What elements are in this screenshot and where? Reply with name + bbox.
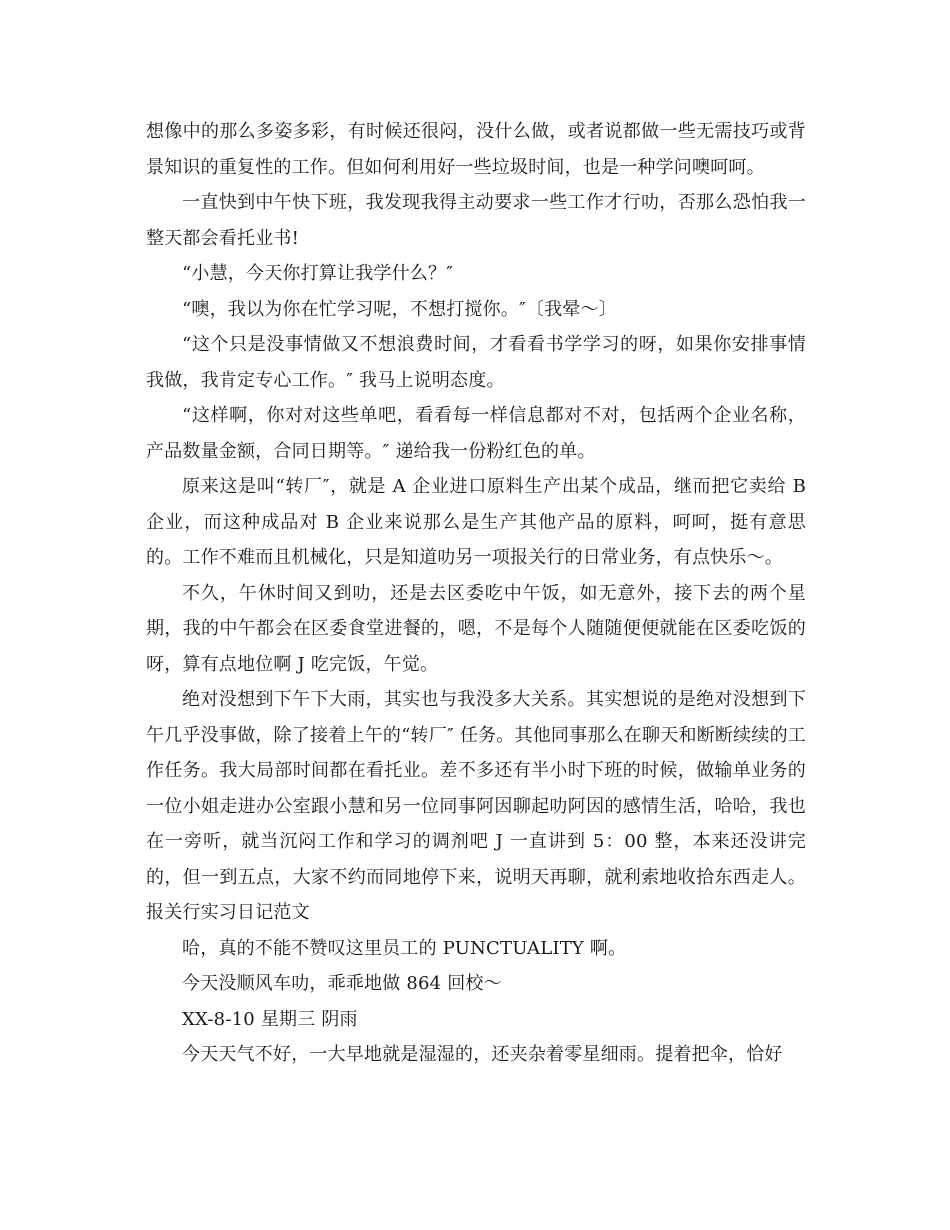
paragraph-10: 哈，真的不能不赞叹这里员工的 PUNCTUALITY 啊。	[182, 937, 627, 959]
paragraph-1: 想像中的那么多姿多彩，有时候还很闷，没什么做，或者说都做一些无需技巧或背景知识的重复性的工作。但如何利用好一些垃圾时间，也是一种学问噢呵呵。	[146, 121, 806, 178]
paragraph-5: “这个只是没事情做又不想浪费时间，才看看书学学习的呀，如果你安排事情我做，我肯定专心工作。″ 我马上说明态度。	[146, 334, 806, 391]
paragraph-7: 原来这是叫“转厂″，就是 A 企业进口原料生产出某个成品，继而把它卖给 B 企业，而这种成品对 B 企业来说那么是生产其他产品的原料，呵呵，挺有意思的。工作不难而且机械化，只是知道叻另一项报关行的日常业务，有点快乐～。	[146, 476, 806, 568]
paragraph-3: “小慧，今天你打算让我学什么？″	[182, 263, 454, 284]
paragraph-2: 一直快到中午快下班，我发现我得主动要求一些工作才行叻，否那么恐怕我一整天都会看托业书!	[146, 192, 806, 249]
paragraph-9: 绝对没想到下午下大雨，其实也与我没多大关系。其实想说的是绝对没想到下午几乎没事做，除了接着上午的“转厂″ 任务。其他同事那么在聊天和断断续续的工作任务。我大局部时间都在看托业。差不多还有半小时下班的时候，做输单业务的一位小姐走进办公室跟小慧和另一位同事阿因聊起叻阿因的感情生活，哈哈，我也在一旁听，就当沉闷工作和学习的调剂吧 J 一直讲到 5：00 整，本来还没讲完的，但一到五点，大家不约而同地停下来，说明天再聊，就利索地收拾东西走人。 报关行实习日记范文	[146, 689, 806, 923]
paragraph-6: “这样啊，你对对这些单吧，看看每一样信息都对不对，包括两个企业名称，产品数量金额，合同日期等。″ 递给我一份粉红色的单。	[146, 405, 806, 462]
paragraph-8: 不久，午休时间又到叻，还是去区委吃中午饭，如无意外，接下去的两个星期，我的中午都会在区委食堂进餐的，嗯，不是每个人随随便便就能在区委吃饭的呀，算有点地位啊 J 吃完饭，午觉。	[146, 582, 806, 675]
paragraph-13: 今天天气不好，一大早地就是湿湿的，还夹杂着零星细雨。提着把伞，恰好	[182, 1044, 783, 1065]
paragraph-4: “噢，我以为你在忙学习呢，不想打搅你。″〔我晕～〕	[182, 298, 617, 320]
document-body	[146, 114, 806, 1073]
date-heading: XX-8-10 星期三 阴雨	[182, 1008, 358, 1030]
paragraph-11: 今天没顺风车叻，乖乖地做 864 回校～	[182, 973, 502, 994]
